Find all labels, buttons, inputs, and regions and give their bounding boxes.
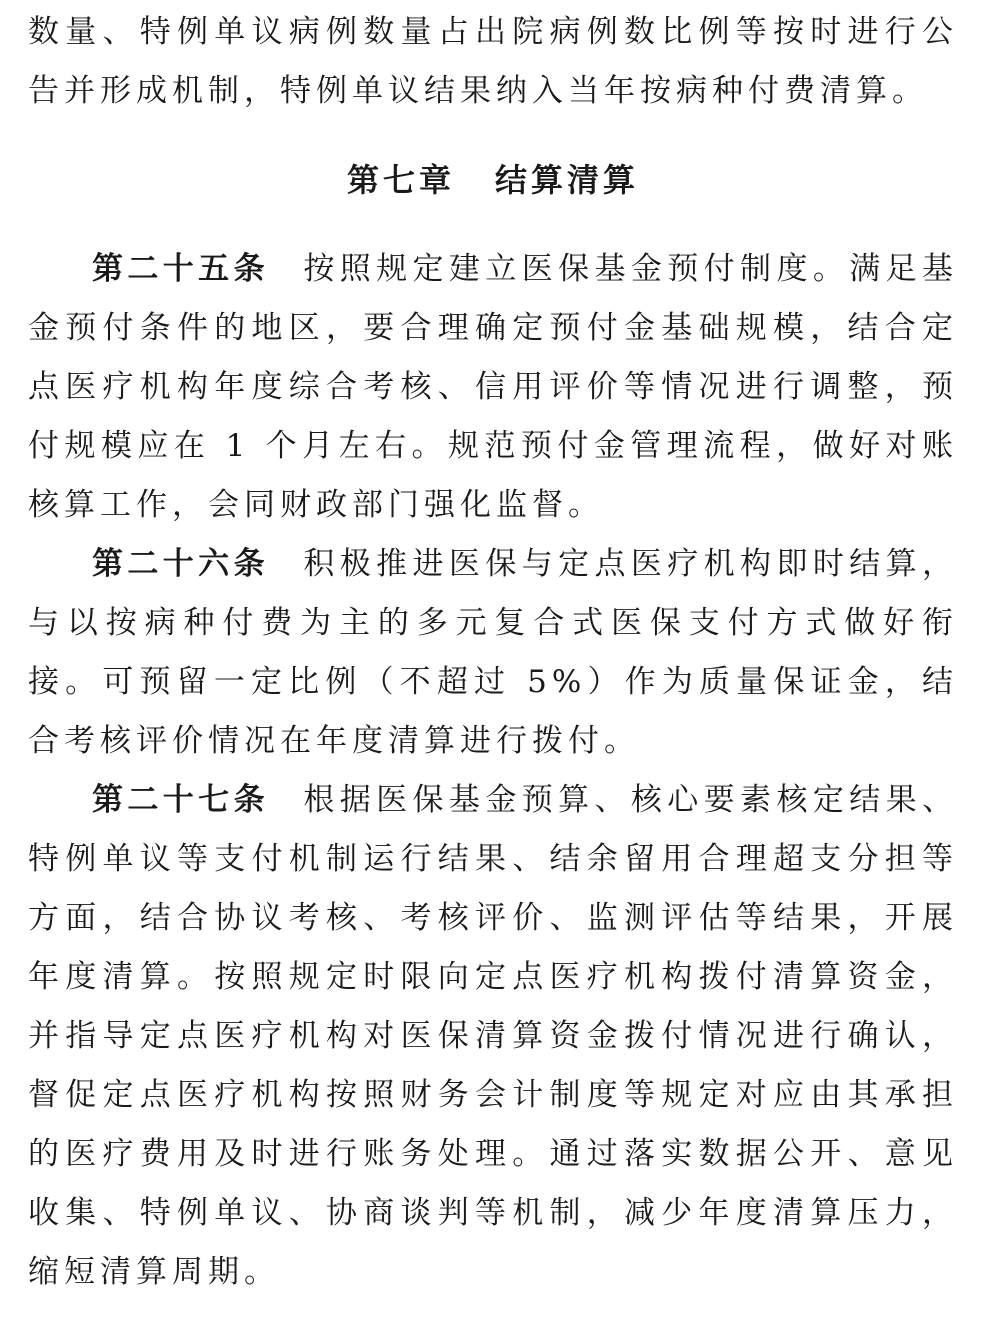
article-number: 第二十五条 [92, 251, 269, 287]
article-number: 第二十六条 [92, 546, 269, 582]
article-text: 按照规定建立医保基金预付制度。满足基金预付条件的地区，要合理确定预付金基础规模，结合定点医疗机构年度综合考核、信用评价等情况进行调整，预付规模应在 1 个月左右。规范预付金管理流程，做好对账核算工作，会同财政部门强化监督。 [28, 251, 959, 523]
article-27 [28, 771, 958, 1302]
article-25 [28, 240, 958, 535]
document-page [28, 0, 958, 1302]
chapter-number: 第七章 [346, 161, 455, 199]
article-text: 积极推进医保与定点医疗机构即时结算，与以按病种付费为主的多元复合式医保支付方式做好衔接。可预留一定比例（不超过 5%）作为质量保证金，结合考核评价情况在年度清算进行拨付。 [28, 546, 959, 759]
article-number: 第二十七条 [92, 782, 269, 818]
article-text: 根据医保基金预算、核心要素核定结果、特例单议等支付机制运行结果、结余留用合理超支分担等方面，结合协议考核、考核评价、监测评估等结果，开展年度清算。按照规定时限向定点医疗机构拨付清算资金，并指导定点医疗机构对医保清算资金拨付情况进行确认，督促定点医疗机构按照财务会计制度等规定对应由其承担的医疗费用及时进行账务处理。通过落实数据公开、意见收集、特例单议、协商谈判等机制，减少年度清算压力，缩短清算周期。 [28, 782, 959, 1290]
article-26 [28, 535, 958, 771]
intro-paragraph: 数量、特例单议病例数量占出院病例数比例等按时进行公告并形成机制，特例单议结果纳入当年按病种付费清算。 [28, 14, 958, 109]
chapter-heading [28, 151, 958, 210]
chapter-title: 结算清算 [495, 161, 640, 199]
